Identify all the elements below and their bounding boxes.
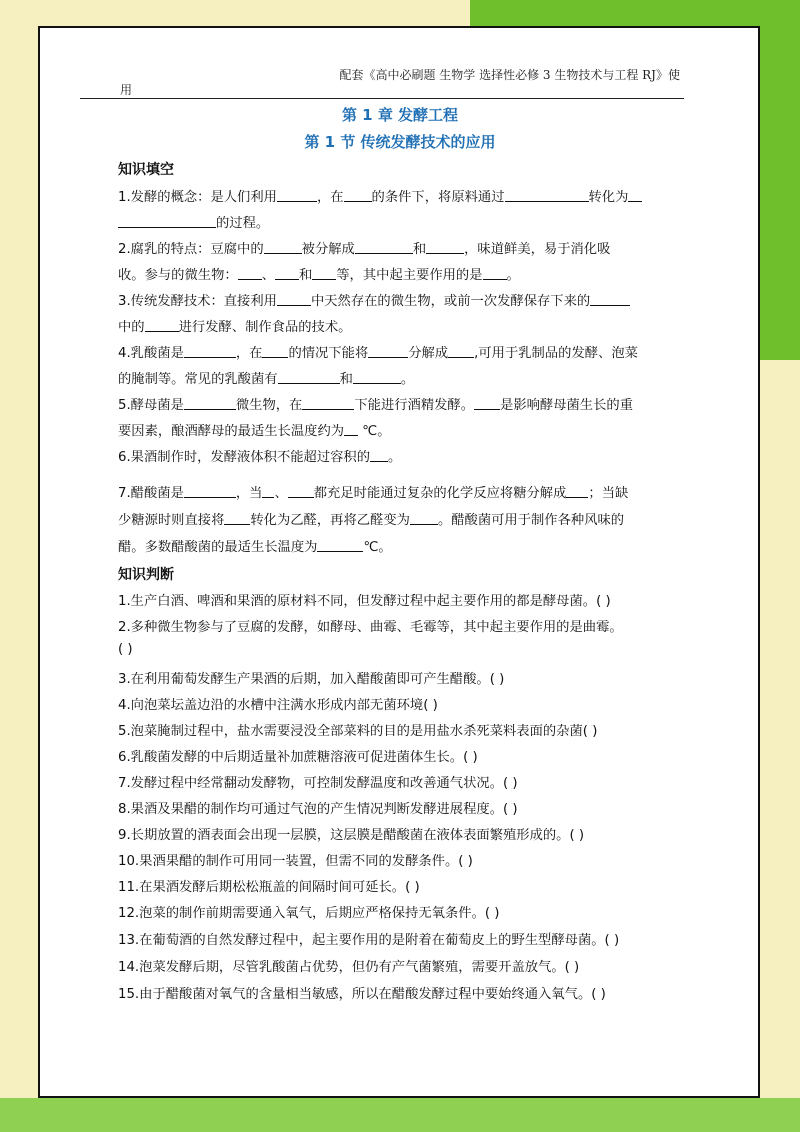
fill-in-heading: 知识填空	[118, 162, 174, 178]
text: 的情况下能将	[288, 346, 369, 361]
text: 。醋酸菌可用于制作各种风味的	[437, 513, 625, 528]
text: 、	[274, 486, 288, 501]
answer-blank[interactable]	[566, 485, 588, 498]
text: ，味道鲜美，易于消化吸	[464, 242, 611, 257]
text: 的过程。	[216, 216, 270, 231]
text: 5.酵母菌是	[118, 398, 184, 413]
answer-blank[interactable]	[370, 449, 388, 462]
fill-q2-line2	[118, 264, 520, 283]
judge-item-14: 14.泡菜发酵后期，尽管乳酸菌占优势，但仍有产气菌繁殖，需要开盖放气。( )	[118, 960, 580, 975]
judge-item-5: 5.泡菜腌制过程中，盐水需要浸没全部菜料的目的是用盐水杀死菜料表面的杂菌( )	[118, 724, 598, 739]
answer-blank[interactable]	[262, 345, 288, 358]
fill-q1-line1	[118, 186, 642, 205]
answer-blank[interactable]	[277, 189, 317, 202]
answer-blank[interactable]	[238, 267, 262, 280]
fill-q5-line1	[118, 394, 633, 413]
text: 2.腐乳的特点：豆腐中的	[118, 242, 264, 257]
text: ；当缺	[588, 486, 629, 501]
answer-blank[interactable]	[184, 485, 236, 498]
answer-blank[interactable]	[224, 512, 250, 525]
text: ，当	[235, 486, 263, 501]
text: 的腌制等。常见的乳酸菌有	[118, 372, 278, 387]
judge-item-15: 15.由于醋酸菌对氧气的含量相当敏感，所以在醋酸发酵过程中要始终通入氧气。( )	[118, 987, 606, 1002]
fill-q6	[118, 446, 401, 465]
answer-blank[interactable]	[278, 371, 340, 384]
text: 中的	[118, 320, 145, 335]
text: 和	[339, 372, 353, 387]
answer-blank[interactable]	[302, 397, 354, 410]
answer-blank[interactable]	[344, 189, 372, 202]
answer-blank[interactable]	[264, 241, 302, 254]
answer-blank[interactable]	[344, 423, 358, 436]
text: 要因素，酿酒酵母的最适生长温度约为	[118, 424, 345, 439]
fill-q4-line2	[118, 368, 414, 387]
answer-blank[interactable]	[277, 293, 311, 306]
text: 转化为	[588, 190, 629, 205]
text: 下能进行酒精发酵。	[354, 398, 475, 413]
judge-item-4: 4.向泡菜坛盖边沿的水槽中注满水形成内部无菌环境( )	[118, 698, 438, 713]
text: 4.乳酸菌是	[118, 346, 184, 361]
judge-item-9: 9.长期放置的酒表面会出现一层膜，这层膜是醋酸菌在液体表面繁殖形成的。( )	[118, 828, 585, 843]
text: 收。参与的微生物：	[118, 268, 238, 283]
text: 7.醋酸菌是	[118, 486, 184, 501]
text: 转化为乙醛，再将乙醛变为	[250, 513, 410, 528]
answer-blank[interactable]	[184, 397, 236, 410]
answer-blank[interactable]	[448, 345, 474, 358]
fill-q1-line2	[118, 212, 269, 231]
fill-q2-line1	[118, 238, 610, 257]
judgment-heading: 知识判断	[118, 567, 174, 583]
judge-item-12: 12.泡菜的制作前期需要通入氧气，后期应严格保持无氧条件。( )	[118, 906, 500, 921]
section-title: 第 1 节 传统发酵技术的应用	[304, 133, 496, 151]
fill-q3-line2	[118, 316, 351, 335]
text: 。	[400, 372, 415, 387]
page-header	[80, 66, 684, 99]
answer-blank[interactable]	[312, 267, 336, 280]
judge-item-6: 6.乳酸菌发酵的中后期适量补加蔗糖溶液可促进菌体生长。( )	[118, 750, 478, 765]
judge-item-7: 7.发酵过程中经常翻动发酵物，可控制发酵温度和改善通气状况。( )	[118, 776, 518, 791]
text: 等，其中起主要作用的是	[336, 268, 483, 283]
answer-blank[interactable]	[590, 293, 630, 306]
fill-q7-line2	[118, 509, 624, 528]
judge-item-13: 13.在葡萄酒的自然发酵过程中，起主要作用的是附着在葡萄皮上的野生型酵母菌。( )	[118, 933, 620, 948]
text: ,可用于乳制品的发酵、泡菜	[474, 346, 638, 361]
answer-blank[interactable]	[483, 267, 507, 280]
judge-item-2: 2.多种微生物参与了豆腐的发酵，如酵母、曲霉、毛霉等，其中起主要作用的是曲霉。	[118, 620, 623, 635]
text: 和	[298, 268, 313, 283]
answer-blank[interactable]	[262, 485, 274, 498]
text: 是影响酵母菌生长的重	[500, 398, 633, 413]
answer-blank[interactable]	[355, 241, 413, 254]
text: 。	[506, 268, 520, 283]
answer-blank[interactable]	[317, 539, 363, 552]
fill-q5-line2	[118, 420, 391, 439]
judge-item-3: 3.在利用葡萄发酵生产果酒的后期，加入醋酸菌即可产生醋酸。( )	[118, 672, 505, 687]
text: 中天然存在的微生物，或前一次发酵保存下来的	[310, 294, 591, 309]
judge-item-2-paren: ( )	[118, 642, 133, 657]
text: 和	[412, 242, 427, 257]
judge-item-10: 10.果酒果醋的制作可用同一装置，但需不同的发酵条件。( )	[118, 854, 473, 869]
text: 都充足时能通过复杂的化学反应将糖分解成	[313, 486, 567, 501]
text: 醋。多数醋酸菌的最适生长温度为	[118, 540, 318, 555]
text: 。	[388, 450, 402, 465]
header-line-1: 配套《高中必刷题 生物学 选择性必修 3 生物技术与工程 RJ》使	[339, 68, 680, 82]
text: 的条件下，将原料通过	[371, 190, 505, 205]
answer-blank[interactable]	[275, 267, 299, 280]
judge-item-11: 11.在果酒发酵后期松松瓶盖的间隔时间可延长。( )	[118, 880, 420, 895]
text: ℃。	[363, 540, 392, 555]
text: 被分解成	[301, 242, 355, 257]
text: 、	[261, 268, 275, 283]
answer-blank[interactable]	[145, 319, 179, 332]
answer-blank[interactable]	[628, 189, 642, 202]
answer-blank[interactable]	[426, 241, 464, 254]
answer-blank[interactable]	[184, 345, 236, 358]
header-line-2: 用	[120, 83, 133, 97]
background-green-band-right	[760, 0, 800, 360]
text: 1.发酵的概念：是人们利用	[118, 190, 277, 205]
answer-blank[interactable]	[368, 345, 408, 358]
background-green-band-bottom	[0, 1098, 800, 1132]
text: ，在	[316, 190, 344, 205]
answer-blank[interactable]	[474, 397, 500, 410]
text: 少糖源时则直接将	[118, 513, 225, 528]
text: 进行发酵、制作食品的技术。	[178, 320, 352, 335]
fill-q7-line1	[118, 482, 628, 501]
text: 微生物，在	[235, 398, 303, 413]
answer-blank[interactable]	[505, 189, 589, 202]
chapter-title: 第 1 章 发酵工程	[341, 106, 459, 124]
fill-q3-line1	[118, 290, 630, 309]
text: 6.果酒制作时，发酵液体积不能超过容积的	[118, 450, 371, 465]
answer-blank[interactable]	[410, 512, 438, 525]
fill-q7-line3	[118, 536, 392, 555]
answer-blank[interactable]	[288, 485, 314, 498]
text: ℃。	[362, 424, 391, 439]
judge-item-8: 8.果酒及果醋的制作均可通过气泡的产生情况判断发酵进展程度。( )	[118, 802, 518, 817]
text: 3.传统发酵技术：直接利用	[118, 294, 277, 309]
judge-item-1: 1.生产白酒、啤酒和果酒的原材料不同，但发酵过程中起主要作用的都是酵母菌。( )	[118, 594, 611, 609]
background-green-band-top	[470, 0, 800, 26]
answer-blank[interactable]	[118, 215, 216, 228]
text: 分解成	[408, 346, 449, 361]
answer-blank[interactable]	[353, 371, 401, 384]
text: ，在	[235, 346, 263, 361]
fill-q4-line1	[118, 342, 638, 361]
